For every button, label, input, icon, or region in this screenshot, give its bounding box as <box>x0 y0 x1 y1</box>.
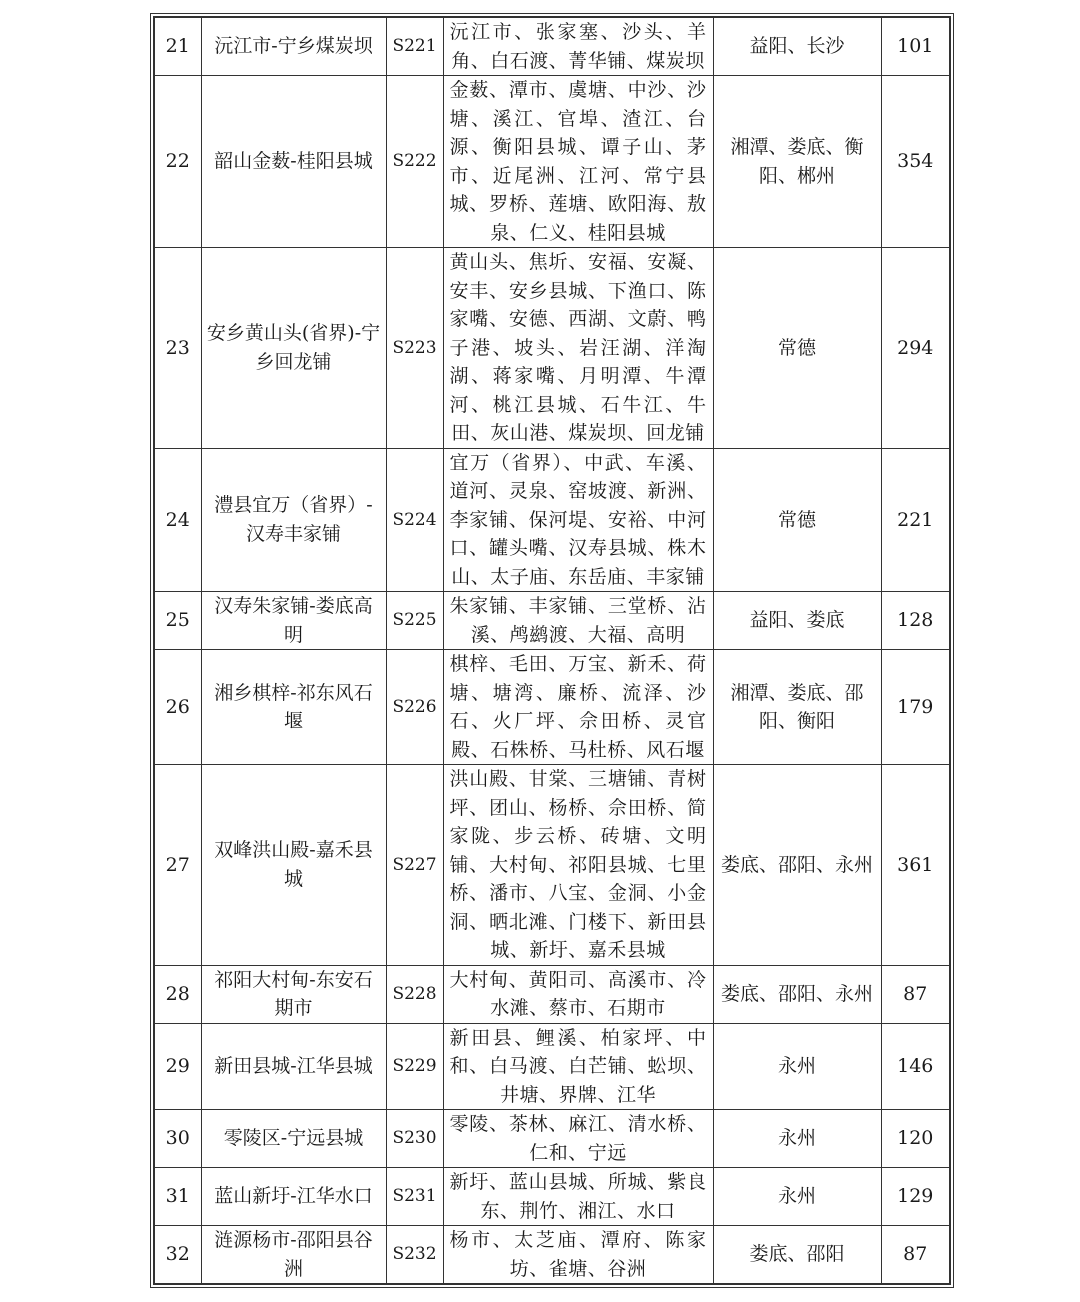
route-via: 黄山头、焦圻、安福、安凝、安丰、安乡县城、下渔口、陈家嘴、安德、西湖、文蔚、鸭子港、坡头、岩汪湖、洋淘湖、蒋家嘴、月明潭、牛潭河、桃江县城、石牛江、牛田、灰山港、煤炭坝、回龙铺 <box>443 248 713 449</box>
route-length: 221 <box>881 448 950 592</box>
table-row <box>154 1168 950 1226</box>
route-name: 安乡黄山头(省界)-宁乡回龙铺 <box>201 248 386 449</box>
table-row <box>154 248 950 449</box>
route-cities: 永州 <box>713 1168 881 1226</box>
route-name: 湘乡棋梓-祁东风石堰 <box>201 650 386 765</box>
route-cities: 益阳、娄底 <box>713 592 881 650</box>
row-number: 31 <box>154 1168 201 1226</box>
route-code: S224 <box>386 448 443 592</box>
route-name: 澧县宜万（省界）-汉寿丰家铺 <box>201 448 386 592</box>
row-number: 32 <box>154 1226 201 1285</box>
route-via: 新圩、蓝山县城、所城、紫良东、荆竹、湘江、水口 <box>443 1168 713 1226</box>
route-code: S227 <box>386 765 443 966</box>
row-number: 28 <box>154 965 201 1023</box>
route-cities: 娄底、邵阳、永州 <box>713 965 881 1023</box>
row-number: 24 <box>154 448 201 592</box>
route-via: 新田县、鲤溪、柏家坪、中和、白马渡、白芒铺、蚣坝、井塘、界牌、江华 <box>443 1023 713 1110</box>
route-cities: 常德 <box>713 448 881 592</box>
route-name: 汉寿朱家铺-娄底高明 <box>201 592 386 650</box>
route-code: S226 <box>386 650 443 765</box>
route-name: 涟源杨市-邵阳县谷洲 <box>201 1226 386 1285</box>
table-row <box>154 17 950 76</box>
table-row <box>154 76 950 248</box>
table-row <box>154 1226 950 1285</box>
route-length: 361 <box>881 765 950 966</box>
route-code: S232 <box>386 1226 443 1285</box>
route-via: 零陵、茶林、麻江、清水桥、仁和、宁远 <box>443 1110 713 1168</box>
route-name: 沅江市-宁乡煤炭坝 <box>201 17 386 76</box>
row-number: 30 <box>154 1110 201 1168</box>
route-via: 金薮、潭市、虞塘、中沙、沙塘、溪江、官埠、渣江、台源、衡阳县城、谭子山、茅市、近尾洲、江河、常宁县城、罗桥、莲塘、欧阳海、敖泉、仁义、桂阳县城 <box>443 76 713 248</box>
route-name: 韶山金薮-桂阳县城 <box>201 76 386 248</box>
route-length: 101 <box>881 17 950 76</box>
route-cities: 常德 <box>713 248 881 449</box>
route-code: S230 <box>386 1110 443 1168</box>
route-table <box>153 16 951 1285</box>
route-code: S228 <box>386 965 443 1023</box>
table-row <box>154 765 950 966</box>
route-cities: 娄底、邵阳 <box>713 1226 881 1285</box>
row-number: 26 <box>154 650 201 765</box>
route-via: 宜万（省界）、中武、车溪、道河、灵泉、窑坡渡、新洲、李家铺、保河堤、安裕、中河口、罐头嘴、汉寿县城、株木山、太子庙、东岳庙、丰家铺 <box>443 448 713 592</box>
row-number: 21 <box>154 17 201 76</box>
route-via: 朱家铺、丰家铺、三堂桥、沾溪、鸬鹚渡、大福、高明 <box>443 592 713 650</box>
route-code: S229 <box>386 1023 443 1110</box>
row-number: 22 <box>154 76 201 248</box>
route-length: 129 <box>881 1168 950 1226</box>
row-number: 27 <box>154 765 201 966</box>
route-via: 棋梓、毛田、万宝、新禾、荷塘、塘湾、廉桥、流泽、沙石、火厂坪、佘田桥、灵官殿、石株桥、马杜桥、风石堰 <box>443 650 713 765</box>
route-via: 大村甸、黄阳司、高溪市、冷水滩、蔡市、石期市 <box>443 965 713 1023</box>
route-via: 杨市、太芝庙、潭府、陈家坊、雀塘、谷洲 <box>443 1226 713 1285</box>
route-cities: 湘潭、娄底、衡阳、郴州 <box>713 76 881 248</box>
route-length: 87 <box>881 1226 950 1285</box>
table-row <box>154 1110 950 1168</box>
route-via: 洪山殿、甘棠、三塘铺、青树坪、团山、杨桥、佘田桥、简家陇、步云桥、砖塘、文明铺、大村甸、祁阳县城、七里桥、潘市、八宝、金洞、小金洞、晒北滩、门楼下、新田县城、新圩、嘉禾县城 <box>443 765 713 966</box>
route-name: 蓝山新圩-江华水口 <box>201 1168 386 1226</box>
route-via: 沅江市、张家塞、沙头、羊角、白石渡、菁华铺、煤炭坝 <box>443 17 713 76</box>
route-name: 新田县城-江华县城 <box>201 1023 386 1110</box>
table-row <box>154 650 950 765</box>
table-row <box>154 592 950 650</box>
route-name: 祁阳大村甸-东安石期市 <box>201 965 386 1023</box>
route-name: 双峰洪山殿-嘉禾县城 <box>201 765 386 966</box>
route-code: S231 <box>386 1168 443 1226</box>
route-code: S221 <box>386 17 443 76</box>
route-code: S225 <box>386 592 443 650</box>
route-cities: 娄底、邵阳、永州 <box>713 765 881 966</box>
route-cities: 永州 <box>713 1023 881 1110</box>
route-code: S222 <box>386 76 443 248</box>
route-code: S223 <box>386 248 443 449</box>
route-length: 179 <box>881 650 950 765</box>
table-row <box>154 965 950 1023</box>
route-name: 零陵区-宁远县城 <box>201 1110 386 1168</box>
route-cities: 湘潭、娄底、邵阳、衡阳 <box>713 650 881 765</box>
route-length: 146 <box>881 1023 950 1110</box>
row-number: 29 <box>154 1023 201 1110</box>
route-cities: 益阳、长沙 <box>713 17 881 76</box>
route-length: 294 <box>881 248 950 449</box>
table-row <box>154 448 950 592</box>
table-row <box>154 1023 950 1110</box>
row-number: 23 <box>154 248 201 449</box>
route-cities: 永州 <box>713 1110 881 1168</box>
route-length: 120 <box>881 1110 950 1168</box>
row-number: 25 <box>154 592 201 650</box>
route-length: 128 <box>881 592 950 650</box>
route-length: 87 <box>881 965 950 1023</box>
route-length: 354 <box>881 76 950 248</box>
